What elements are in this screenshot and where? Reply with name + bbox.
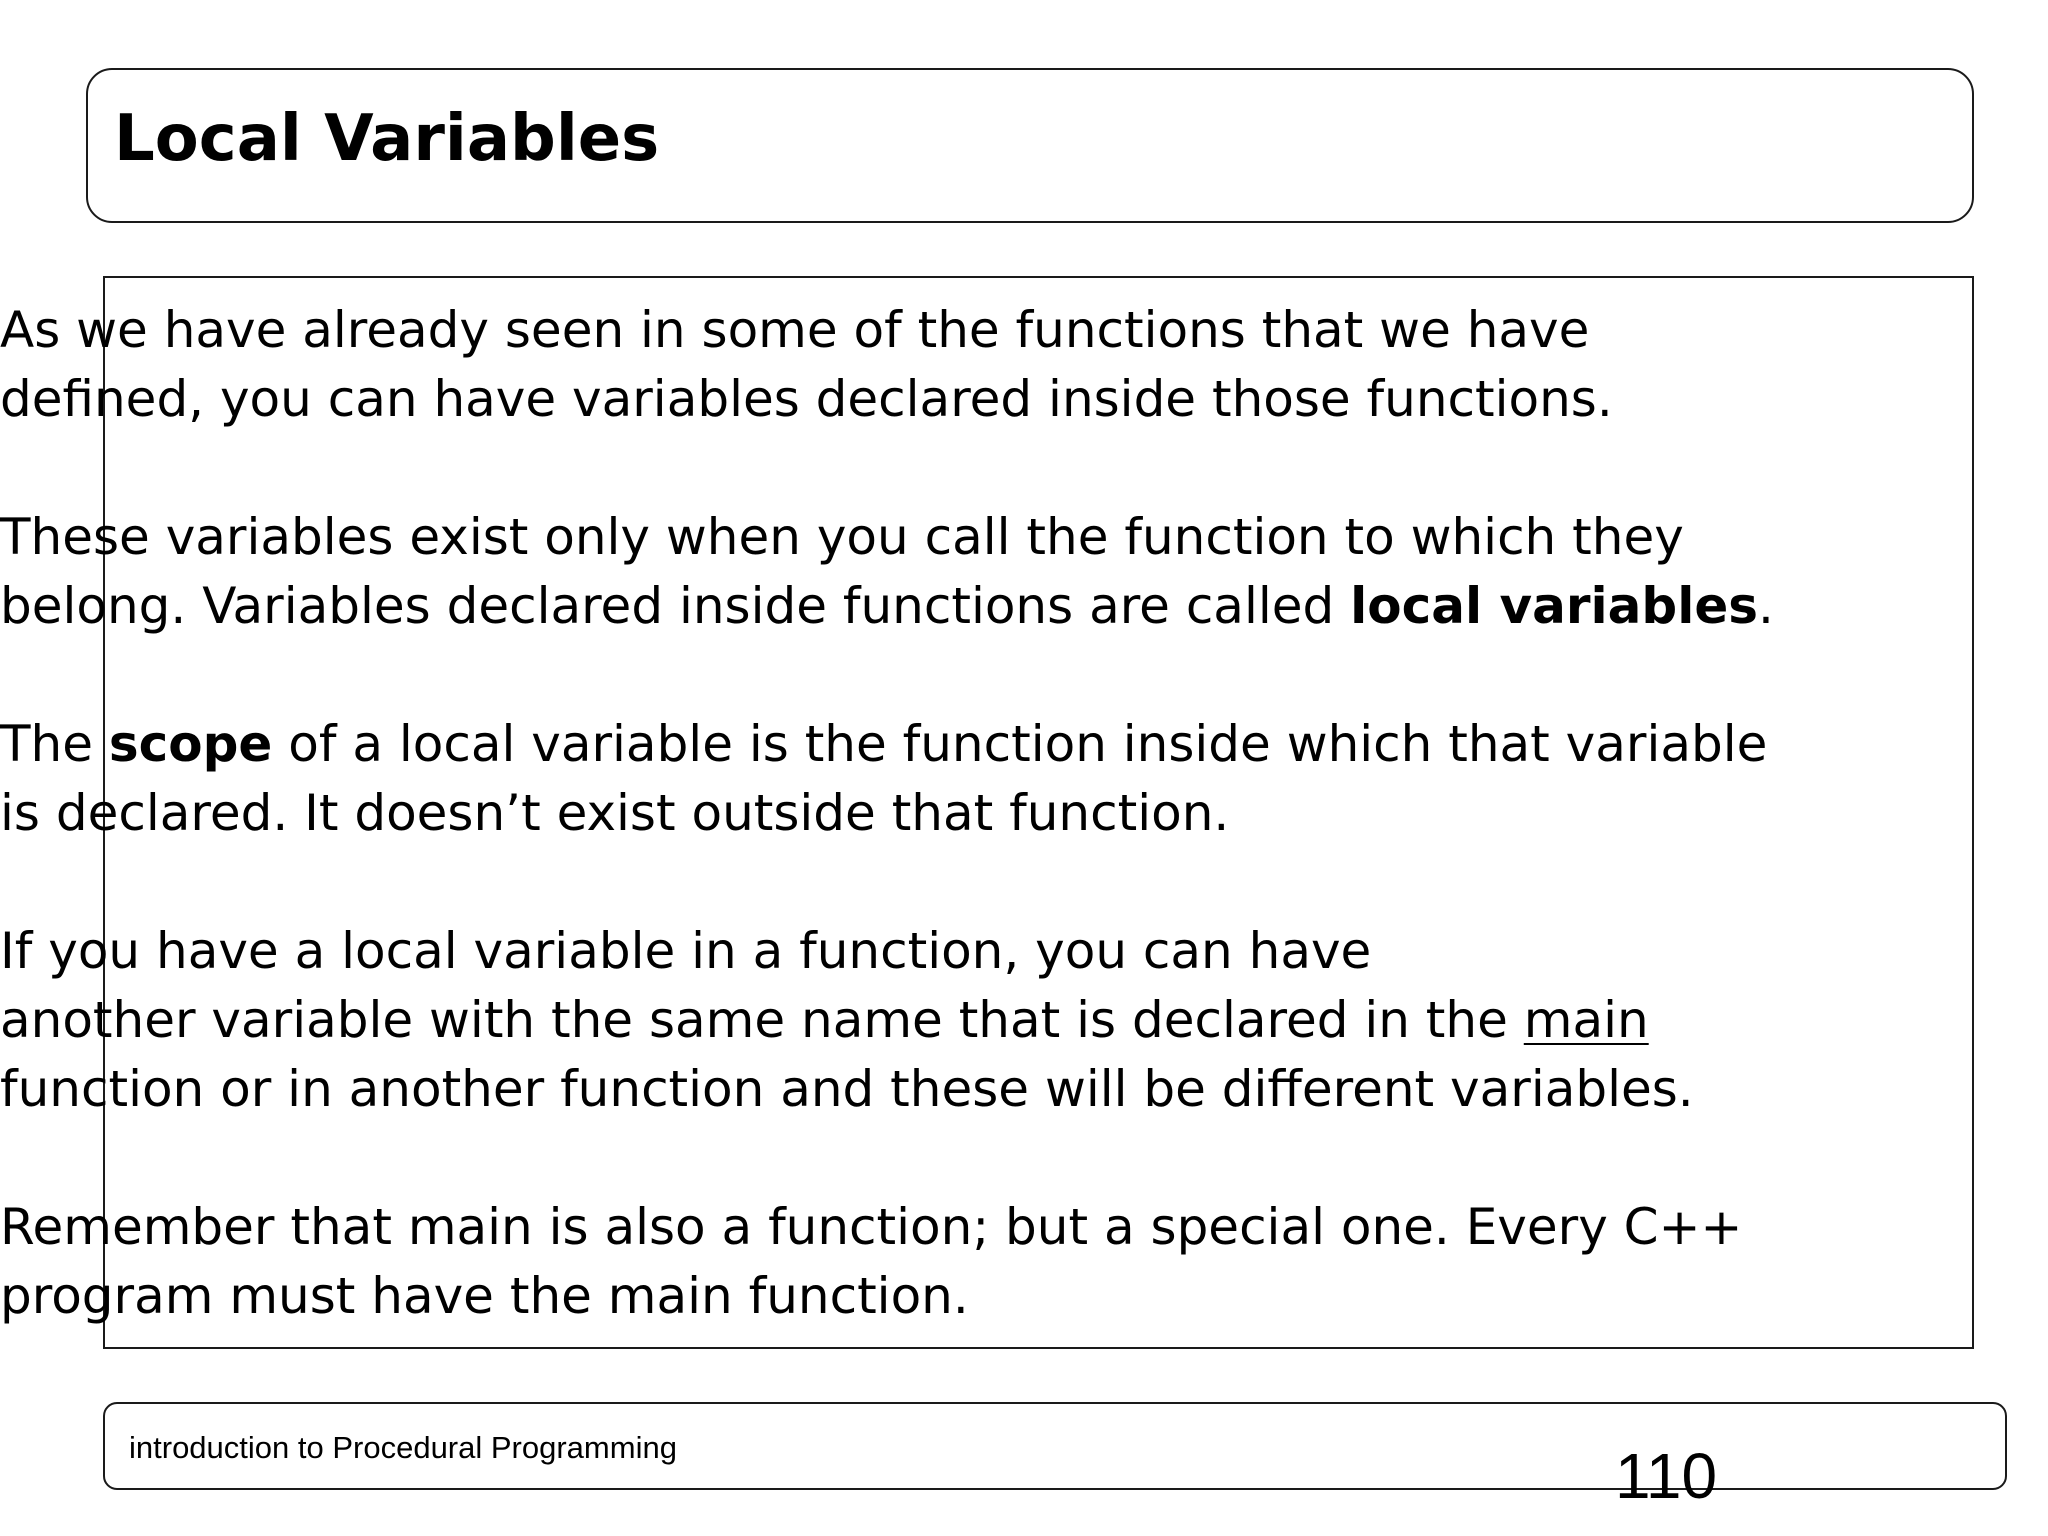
text-run: defined, you can have variables declared inside those functions. — [0, 370, 1613, 428]
page-number: 110 — [1615, 1440, 1718, 1512]
paragraph-line — [0, 1193, 2000, 1262]
text-run: Remember that main is also a function; but a special one. Every C++ — [0, 1198, 1743, 1256]
body-paragraph — [0, 503, 2000, 641]
paragraph-line — [0, 986, 2000, 1055]
text-run: If you have a local variable in a function, you can have — [0, 922, 1372, 980]
text-run: function or in another function and these will be different variables. — [0, 1060, 1694, 1118]
slide-body — [0, 296, 2000, 1331]
text-run: program must have the main function. — [0, 1267, 969, 1325]
text-run: As we have already seen in some of the functions that we have — [0, 301, 1590, 359]
underlined-term: main — [1523, 991, 1649, 1049]
text-run: of a local variable is the function inside which that variable — [272, 715, 1768, 773]
paragraph-line — [0, 1055, 2000, 1124]
body-paragraph — [0, 710, 2000, 848]
bold-term: local variables — [1350, 577, 1759, 635]
body-paragraph — [0, 1193, 2000, 1331]
bold-term: scope — [108, 715, 273, 773]
slide-title: Local Variables — [114, 102, 660, 176]
body-paragraph — [0, 917, 2000, 1124]
title-box — [86, 68, 1974, 223]
footer-label: introduction to Procedural Programming — [129, 1430, 677, 1465]
paragraph-line — [0, 572, 2000, 641]
paragraph-line — [0, 710, 2000, 779]
footer-box — [103, 1402, 2007, 1512]
paragraph-line — [0, 917, 2000, 986]
paragraph-line — [0, 1262, 2000, 1331]
paragraph-line — [0, 503, 2000, 572]
paragraph-line — [0, 779, 2000, 848]
text-run: belong. Variables declared inside functions are called — [0, 577, 1351, 635]
body-paragraph — [0, 296, 2000, 434]
text-run: The — [0, 715, 109, 773]
paragraph-line — [0, 365, 2000, 434]
text-run: is declared. It doesn’t exist outside that function. — [0, 784, 1230, 842]
text-run: These variables exist only when you call the function to which they — [0, 508, 1684, 566]
text-run: another variable with the same name that is declared in the — [0, 991, 1524, 1049]
paragraph-line — [0, 296, 2000, 365]
text-run: . — [1758, 577, 1774, 635]
